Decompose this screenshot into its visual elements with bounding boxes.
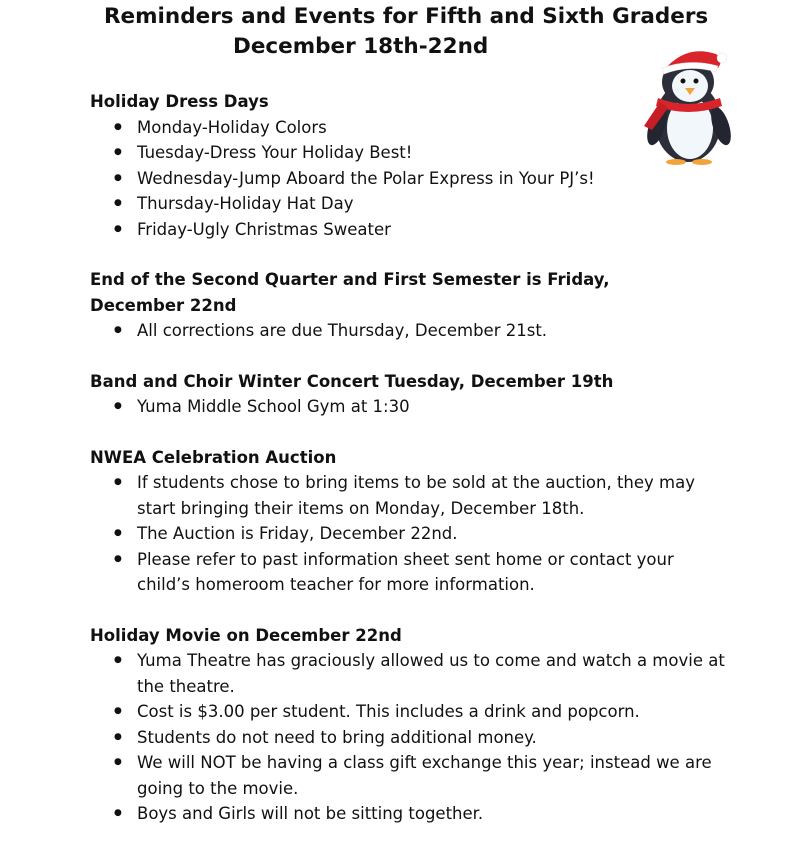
section-heading: Holiday Movie on December 22nd (90, 625, 402, 645)
bullet-list (90, 115, 730, 243)
section-heading: Band and Choir Winter Concert Tuesday, December 19th (90, 371, 614, 391)
list-item: ● Cost is $3.00 per student. This includes a drink and popcorn. (90, 699, 730, 725)
bullet-list (90, 648, 730, 827)
section-heading: NWEA Celebration Auction (90, 447, 337, 467)
section-end-of-quarter (90, 267, 730, 344)
list-item: ● Boys and Girls will not be sitting together. (90, 801, 730, 827)
title-line-2: December 18th-22nd (233, 34, 489, 59)
list-item: ● Monday-Holiday Colors (90, 115, 730, 141)
list-item: ● The Auction is Friday, December 22nd. (90, 521, 730, 547)
section-winter-concert (90, 369, 730, 420)
bullet-list (90, 394, 730, 420)
list-item: ● We will NOT be having a class gift exchange this year; instead we are going to the movie. (90, 750, 730, 801)
list-item: ● Please refer to past information sheet sent home or contact your child’s homeroom teacher for more information. (90, 547, 730, 598)
document-body (90, 89, 730, 852)
list-item: ● Friday-Ugly Christmas Sweater (90, 217, 730, 243)
santa-hat-pompom (717, 53, 727, 63)
list-item: ● If students chose to bring items to be sold at the auction, they may start bringing their items on Monday, December 18th. (90, 470, 730, 521)
list-item: ● All corrections are due Thursday, December 21st. (90, 318, 730, 344)
list-item: ● Yuma Middle School Gym at 1:30 (90, 394, 730, 420)
penguin-eye-right (694, 79, 699, 84)
list-item: ● Students do not need to bring additional money. (90, 725, 730, 751)
list-item: ● Tuesday-Dress Your Holiday Best! (90, 140, 730, 166)
section-holiday-movie (90, 623, 730, 827)
bullet-list (90, 318, 730, 344)
title-line-1: Reminders and Events for Fifth and Sixth Graders (104, 4, 709, 29)
list-item: ● Yuma Theatre has graciously allowed us to come and watch a movie at the theatre. (90, 648, 730, 699)
bullet-list (90, 470, 730, 598)
list-item: ● Thursday-Holiday Hat Day (90, 191, 730, 217)
section-heading: Holiday Dress Days (90, 92, 269, 111)
section-holiday-dress-days (90, 89, 730, 242)
section-nwea-auction (90, 445, 730, 598)
penguin-eye-left (681, 79, 686, 84)
list-item: ● Wednesday-Jump Aboard the Polar Express in Your PJ’s! (90, 166, 730, 192)
section-heading: End of the Second Quarter and First Semester is Friday, December 22nd (90, 270, 610, 315)
